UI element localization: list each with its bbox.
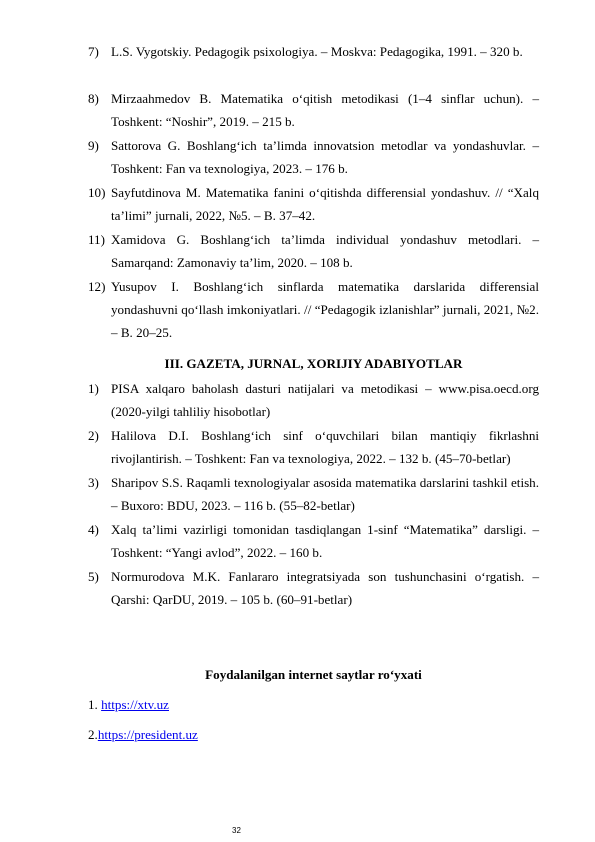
internet-link-row-1 [88, 695, 169, 715]
reference-number: 10) [88, 185, 106, 200]
journal-item-1 [88, 377, 539, 423]
reference-item-11 [88, 228, 539, 274]
reference-number: 3) [88, 475, 99, 490]
reference-text: PISA xalqaro baholash dasturi natijalari va metodikasi – www.pisa.oecd.org (2020-yilgi tahliliy hisobotlar) [111, 381, 539, 419]
journal-item-2 [88, 424, 539, 470]
link-president[interactable]: https://president.uz [97, 727, 198, 742]
reference-number: 1) [88, 381, 99, 396]
journal-item-4 [88, 518, 539, 564]
section-heading: III. GAZETA, JURNAL, XORIJIY ADABIYOTLAR [164, 356, 463, 371]
link-number: 2. [88, 727, 98, 742]
reference-number: 7) [88, 44, 99, 59]
reference-item-12 [88, 275, 539, 344]
reference-text: Normurodova M.K. Fanlararo integratsiyada son tushunchasini o‘rgatish. – Qarshi: QarDU, 2019. – 105 b. (60–91-betlar) [111, 569, 539, 607]
link-number: 1. [88, 697, 102, 712]
reference-text: Mirzaahmedov B. Matematika o‘qitish metodikasi (1–4 sinflar uchun). – Toshkent: “Noshir”, 2019. – 215 b. [111, 91, 539, 129]
reference-item-9 [88, 134, 539, 180]
reference-number: 9) [88, 138, 99, 153]
reference-text: Sattorova G. Boshlang‘ich ta’limda innovatsion metodlar va yondashuvlar. – Toshkent: Fan va texnologiya, 2023. – 176 b. [111, 138, 539, 176]
reference-text: Sayfutdinova M. Matematika fanini o‘qitishda differensial yondashuv. // “Xalq ta’limi” jurnali, 2022, №5. – B. 37–42. [111, 185, 539, 223]
reference-text: L.S. Vygotskiy. Pedagogik psixologiya. – Moskva: Pedagogika, 1991. – 320 b. [111, 44, 523, 59]
reference-number: 8) [88, 91, 99, 106]
reference-text: Xamidova G. Boshlang‘ich ta’limda individual yondashuv metodlari. – Samarqand: Zamonaviy ta’lim, 2020. – 108 b. [111, 232, 539, 270]
reference-item-8 [88, 87, 539, 133]
journal-item-5 [88, 565, 539, 611]
internet-heading: Foydalanilgan internet saytlar ro‘yxati [205, 667, 422, 682]
reference-number: 5) [88, 569, 99, 584]
page-number: 32 [232, 826, 241, 835]
reference-text: Sharipov S.S. Raqamli texnologiyalar asosida matematika darslarini tashkil etish. – Buxoro: BDU, 2023. – 116 b. (55–82-betlar) [111, 475, 539, 513]
internet-link-row-2 [88, 725, 198, 745]
reference-text: Halilova D.I. Boshlang‘ich sinf o‘quvchilari bilan mantiqiy fikrlashni rivojlantirish. – Toshkent: Fan va texnologiya, 2022. – 132 b. (45–70-betlar) [111, 428, 539, 466]
reference-number: 12) [88, 279, 106, 294]
reference-item-7 [88, 40, 539, 63]
journal-item-3 [88, 471, 539, 517]
reference-text: Xalq ta’limi vazirligi tomonidan tasdiqlangan 1-sinf “Matematika” darsligi. – Toshkent: “Yangi avlod”, 2022. – 160 b. [111, 522, 539, 560]
reference-number: 2) [88, 428, 99, 443]
reference-item-10 [88, 181, 539, 227]
reference-number: 4) [88, 522, 99, 537]
link-xtv[interactable]: https://xtv.uz [101, 697, 169, 712]
reference-text: Yusupov I. Boshlang‘ich sinflarda matematika darslarida differensial yondashuvni qo‘llash imkoniyatlari. // “Pedagogik izlanishlar” jurnali, 2021, №2. – B. 20–25. [111, 279, 539, 340]
reference-number: 11) [88, 232, 105, 247]
